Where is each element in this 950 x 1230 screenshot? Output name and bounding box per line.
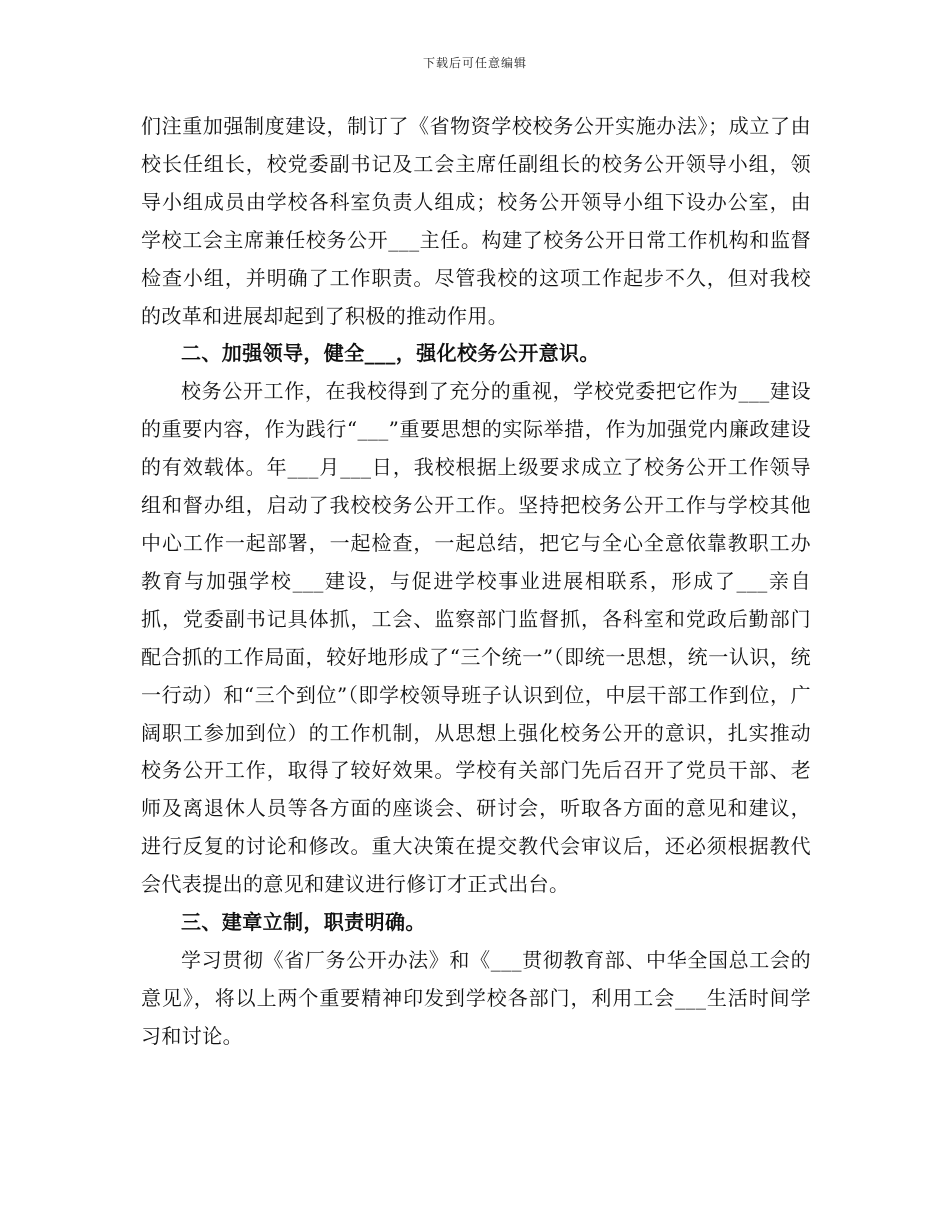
paragraph-3: 学习贯彻《省厂务公开办法》和《___贯彻教育部、中华全国总工会的意见》，将以上两个重要精神印发到学校各部门，利用工会___生活时间学习和讨论。	[141, 947, 811, 1048]
paragraph-2: 校务公开工作，在我校得到了充分的重视，学校党委把它作为___建设的重要内容，作为践行“___”重要思想的实际举措，作为加强党内廉政建设的有效载体。年___月___日，我校根据上级要求成立了校务公开工作领导组和督办组，启动了我校校务公开工作。坚持把校务公开工作与学校其他中心工作一起部署，一起检查，一起总结，把它与全心全意依靠教职工办教育与加强学校___建设，与促进学校事业进展相联系，形成了___亲自抓，党委副书记具体抓，工会、监察部门监督抓，各科室和党政后勤部门配合抓的工作局面，较好地形成了“三个统一”（即统一思想，统一认识，统一行动）和“三个到位”（即学校领导班子认识到位，中层干部工作到位，广阔职工参加到位）的工作机制，从思想上强化校务公开的意识，扎实推动校务公开工作，取得了较好效果。学校有关部门先后召开了党员干部、老师及离退休人员等各方面的座谈会、研讨会，听取各方面的意见和建议，进行反复的讨论和修改。重大决策在提交教代会审议后，还必须根据教代会代表提出的意见和建议进行修订才正式出台。	[141, 379, 811, 897]
section-heading-3: 三、建章立制，职责明确。	[181, 910, 426, 935]
document-body	[141, 108, 811, 1056]
paragraph-1: 们注重加强制度建设，制订了《省物资学校校务公开实施办法》；成立了由校长任组长，校党委副书记及工会主席任副组长的校务公开领导小组，领导小组成员由学校各科室负责人组成；校务公开领导小组下设办公室，由学校工会主席兼任校务公开___主任。构建了校务公开日常工作机构和监督检查小组，并明确了工作职责。尽管我校的这项工作起步不久，但对我校的改革和进展却起到了积极的推动作用。	[141, 114, 811, 328]
section-heading-2: 二、加强领导，健全___，强化校务公开意识。	[181, 341, 600, 366]
header-note: 下载后可任意编辑	[422, 56, 527, 70]
